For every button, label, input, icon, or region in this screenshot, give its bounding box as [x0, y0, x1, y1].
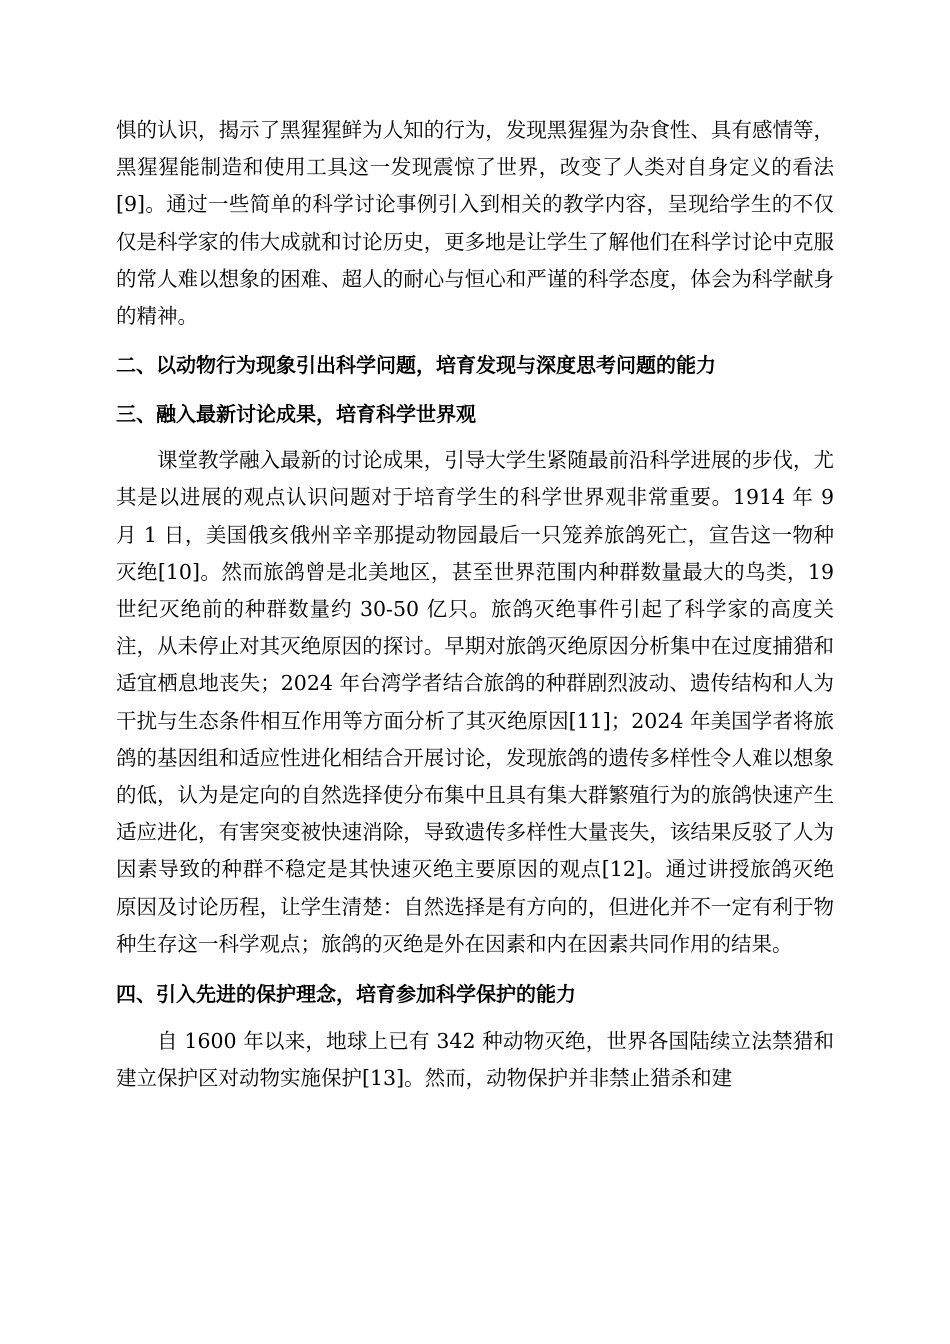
section-heading-three: 三、融入最新讨论成果，培育科学世界观: [116, 402, 476, 427]
section-heading-two: 二、以动物行为现象引出科学问题，培育发现与深度思考问题的能力: [116, 353, 716, 378]
paragraph-conservation: 自 1600 年以来，地球上已有 342 种动物灭绝，世界各国陆续立法禁猎和建立保护区对动物实施保护[13]。然而，动物保护并非禁止猎杀和建: [116, 1029, 834, 1091]
paragraph-passenger-pigeon: 课堂教学融入最新的讨论成果，引导大学生紧随最前沿科学进展的步伐，尤其是以进展的观点认识问题对于培育学生的科学世界观非常重要。1914 年 9 月 1 日，美国俄亥俄州辛辛那提动物园最后一只笼养旅鸽死亡，宣告这一物种灭绝[10]。然而旅鸽曾是北美地区，甚至世界范围内种群数量最大的鸟类，19 世纪灭绝前的种群数量约 30-50 亿只。旅鸽灭绝事件引起了科学家的高度关注，从未停止对其灭绝原因的探讨。早期对旅鸽灭绝原因分析集中在过度捕猎和适宜栖息地丧失；2024 年台湾学者结合旅鸽的种群剧烈波动、遗传结构和人为干扰与生态条件相互作用等方面分析了其灭绝原因[11]；2024 年美国学者将旅鸽的基因组和适应性进化相结合开展讨论，发现旅鸽的遗传多样性令人难以想象的低，认为是定向的自然选择使分布集中且具有集大群繁殖行为的旅鸽快速产生适应进化，有害突变被快速消除，导致遗传多样性大量丧失，该结果反驳了人为因素导致的种群不稳定是其快速灭绝主要原因的观点[12]。通过讲授旅鸽灭绝原因及讨论历程，让学生清楚：自然选择是有方向的，但进化并不一定有利于物种生存这一科学观点；旅鸽的灭绝是外在因素和内在因素共同作用的结果。: [116, 448, 834, 956]
section-heading-four: 四、引入先进的保护理念，培育参加科学保护的能力: [116, 982, 576, 1007]
paragraph-chimpanzee-research: 惧的认识，揭示了黑猩猩鲜为人知的行为，发现黑猩猩为杂食性、具有感情等，黑猩猩能制造和使用工具这一发现震惊了世界，改变了人类对自身定义的看法[9]。通过一些简单的科学讨论事例引入到相关的教学内容，呈现给学生的不仅仅是科学家的伟大成就和讨论历史，更多地是让学生了解他们在科学讨论中克服的常人难以想象的困难、超人的耐心与恒心和严谨的科学态度，体会为科学献身的精神。: [116, 118, 834, 329]
document-page: [116, 112, 834, 1097]
